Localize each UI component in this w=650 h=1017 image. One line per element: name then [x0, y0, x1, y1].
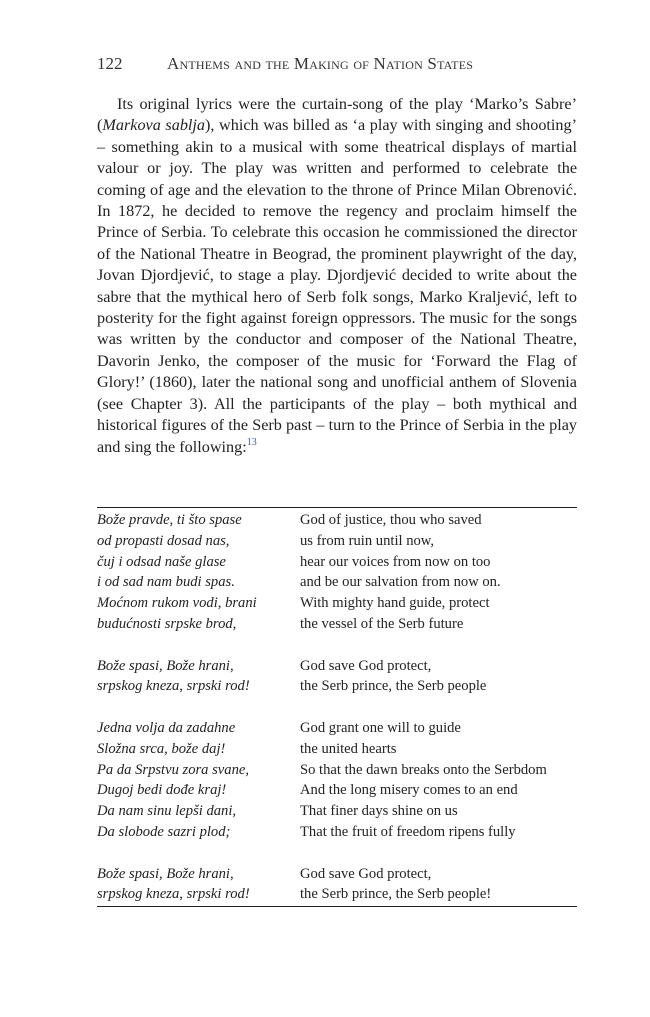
- serbian-verse: srpskog kneza, srpski rod!: [97, 678, 250, 695]
- english-translation: So that the dawn breaks onto the Serbdom: [300, 761, 547, 778]
- english-translation: the Serb prince, the Serb people!: [300, 886, 492, 903]
- serbian-verse: Bože spasi, Bože hrani,: [97, 657, 234, 674]
- poem-line: [97, 572, 577, 593]
- english-translation: That the fruit of freedom ripens fully: [300, 823, 516, 840]
- english-translation: us from ruin until now,: [300, 532, 435, 549]
- english-translation: God grant one will to guide: [300, 719, 461, 736]
- serbian-verse: Da nam sinu lepši dani,: [97, 803, 237, 820]
- serbian-verse: čuj i odsad naše glase: [97, 553, 226, 570]
- paragraph-text: ), which was billed as ‘a play with singing and shooting’ – something akin to a musical with some theatrical displays of martial valour or joy. The play was written and performed to celebrate the coming of age and the elevation to the throne of Prince Milan Obrenović. In 1872, he decided to remove the regency and proclaim himself the Prince of Serbia. To celebrate this occasion he commissioned the director of the National Theatre in Beograd, the prominent playwright of the day, Jovan Djordjević, to stage a play. Djordjević decided to write about the sabre that the mythical hero of Serb folk songs, Marko Kraljević, left to posterity for the fight against foreign oppressors. The music for the songs was written by the conductor and composer of the National Theatre, Davorin Jenko, the composer of the music for ‘Forward the Flag of Glory!’ (1860), later the national song and unofficial anthem of Slovenia (see Chapter 3). All the participants of the play – both mythical and historical figures of the Serb past – turn to the Prince of Serbia in the play and sing the following:: [97, 116, 577, 456]
- poem-line: [97, 739, 577, 760]
- serbian-verse: Dugoj bedi dođe kraj!: [97, 782, 227, 799]
- poem-line: [97, 656, 577, 677]
- running-title: Anthems and the Making of Nation States: [167, 54, 474, 73]
- serbian-verse: od propasti dosad nas,: [97, 532, 230, 549]
- serbian-verse: Jedna volja da zadahne: [97, 719, 236, 736]
- poem-top-rule: [97, 507, 577, 508]
- english-translation: the vessel of the Serb future: [300, 615, 464, 632]
- page-number: 122: [97, 54, 123, 73]
- serbian-verse: srpskog kneza, srpski rod!: [97, 886, 250, 903]
- english-translation: And the long misery comes to an end: [300, 782, 518, 799]
- english-translation: God save God protect,: [300, 657, 432, 674]
- serbian-verse: i od sad nam budi spas.: [97, 574, 235, 591]
- poem-line: [97, 760, 577, 781]
- poem-line: [97, 780, 577, 801]
- poem-line: [97, 822, 577, 843]
- poem-stanza: [97, 656, 577, 698]
- poem-line: [97, 718, 577, 739]
- poem-line: [97, 614, 577, 635]
- english-translation: God of justice, thou who saved: [300, 512, 482, 528]
- body-paragraph: [97, 94, 577, 458]
- serbian-verse: Pa da Srpstvu zora svane,: [97, 761, 250, 778]
- poem-line: [97, 552, 577, 573]
- serbian-verse: Bože pravde, ti što spase: [97, 512, 242, 528]
- english-translation: the united hearts: [300, 740, 397, 757]
- poem-stanza: [97, 864, 577, 906]
- serbian-verse: Da slobode sazri plod;: [97, 823, 231, 840]
- poem-bottom-rule: [97, 906, 577, 907]
- poem-line: [97, 676, 577, 697]
- serbian-verse: Bože spasi, Bože hrani,: [97, 865, 234, 882]
- english-translation: God save God protect,: [300, 865, 432, 882]
- paragraph-text: Its original lyrics were the curtain-song of the play ‘Marko’s Sabre’ (: [97, 95, 577, 135]
- serbian-verse: Složna srca, bože daj!: [97, 740, 226, 757]
- footnote-marker[interactable]: 13: [246, 436, 257, 448]
- serbian-verse: Moćnom rukom vodi, brani: [97, 595, 257, 612]
- english-translation: the Serb prince, the Serb people: [300, 678, 487, 695]
- poem-line: [97, 531, 577, 552]
- serbian-verse: budućnosti srpske brod,: [97, 615, 237, 632]
- poem-line: [97, 864, 577, 885]
- english-translation: hear our voices from now on too: [300, 553, 491, 570]
- english-translation: With mighty hand guide, protect: [300, 595, 490, 612]
- poem-block: [97, 510, 577, 926]
- poem-line: [97, 593, 577, 614]
- poem-line: [97, 801, 577, 822]
- poem-line: [97, 884, 577, 905]
- english-translation: and be our salvation from now on.: [300, 574, 501, 591]
- poem-line: [97, 510, 577, 531]
- running-header: [97, 54, 577, 74]
- english-translation: That finer days shine on us: [300, 803, 458, 820]
- play-title-italic: Markova sablja: [102, 116, 206, 135]
- poem-stanza: [97, 510, 577, 635]
- poem-stanza: [97, 718, 577, 843]
